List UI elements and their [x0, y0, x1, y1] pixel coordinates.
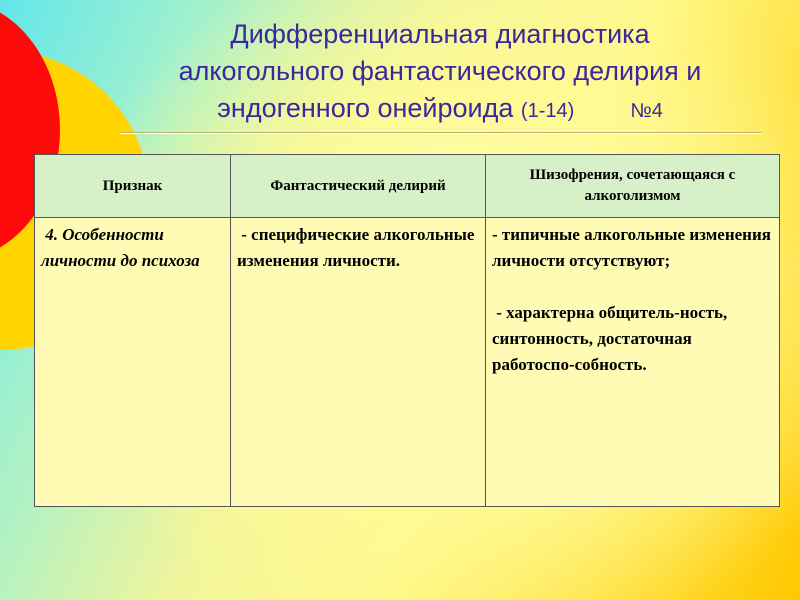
cell-delirium-text: - специфические алкогольные изменения личности. [237, 225, 479, 270]
cell-feature [35, 218, 231, 507]
header-delirium: Фантастический делирий [231, 155, 486, 218]
slide-number: №4 [630, 100, 663, 122]
title-line-2: алкогольного фантастического делирия и [178, 56, 702, 86]
title-line-3 [120, 90, 760, 130]
title-divider [120, 132, 762, 134]
cell-schizophrenia [486, 218, 780, 507]
title-range: (1-14) [520, 100, 575, 122]
header-feature: Признак [35, 155, 231, 218]
title-line-1: Дифференциальная диагностика [230, 19, 650, 49]
table-header-row [35, 155, 780, 218]
title-line-3-main: эндогенного онейроида [217, 93, 514, 123]
cell-delirium [231, 218, 486, 507]
cell-feature-text: 4. Особенности личности до психоза [41, 225, 200, 270]
table-row [35, 218, 780, 507]
cell-schizophrenia-text: - типичные алкогольные изменения личности отсутствуют; - характерна общитель-ность, синтонность, достаточная работоспо-собность. [492, 225, 771, 374]
slide-title [120, 16, 760, 130]
diagnosis-table [34, 154, 780, 507]
header-schizophrenia: Шизофрения, сочетающаяся с алкоголизмом [486, 155, 780, 218]
